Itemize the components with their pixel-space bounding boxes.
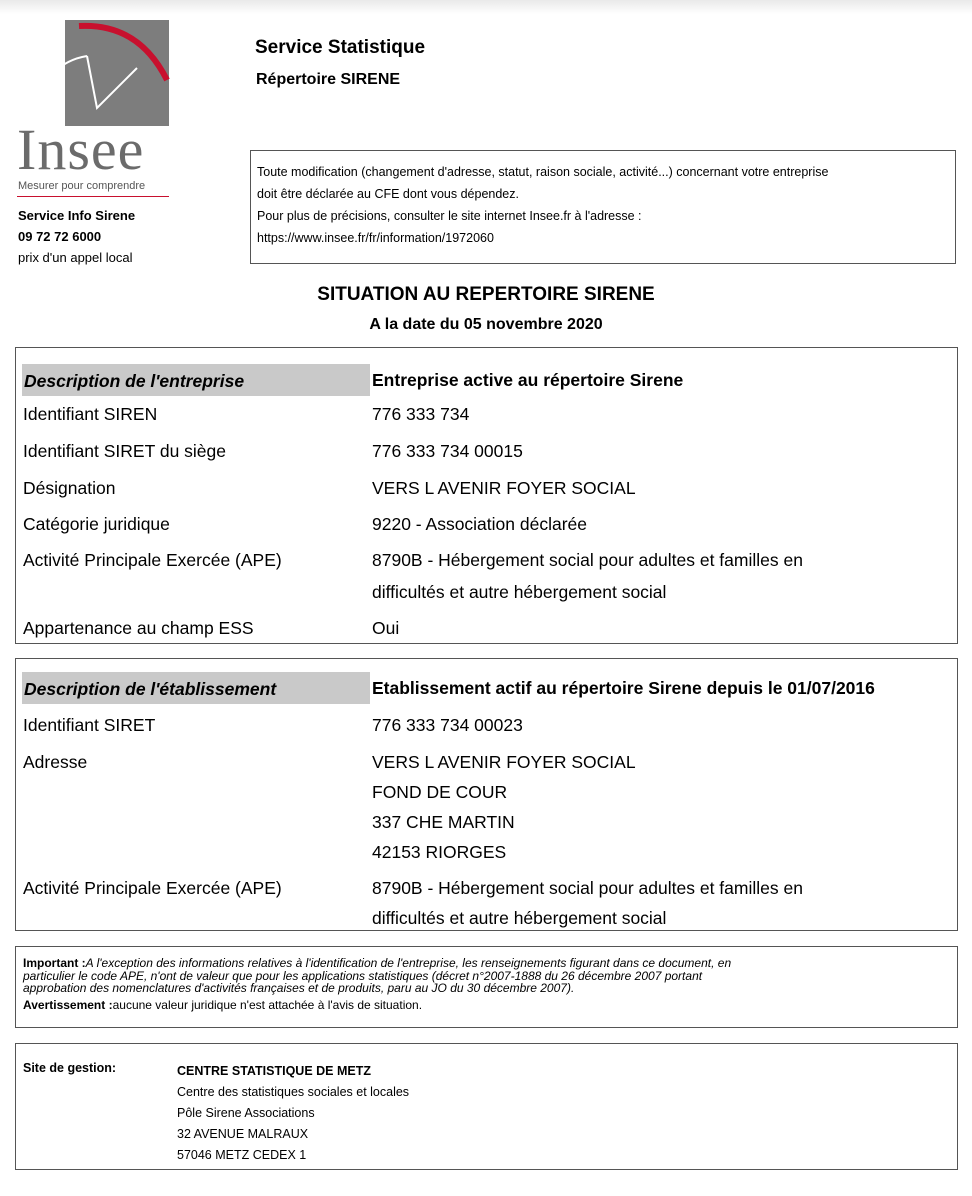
site-line: 32 AVENUE MALRAUX bbox=[177, 1127, 309, 1141]
important-text: A l'exception des informations relatives à l'identification de l'entreprise, les renseignements figurant dans ce document, en bbox=[85, 956, 732, 970]
info-block bbox=[18, 205, 135, 268]
notice-url: https://www.insee.fr/fr/information/1972060 bbox=[257, 231, 494, 245]
important-line bbox=[23, 982, 949, 995]
important-label: Important : bbox=[23, 956, 86, 970]
important-box bbox=[15, 946, 958, 1028]
document-title: SITUATION AU REPERTOIRE SIRENE bbox=[317, 284, 655, 305]
site-line: Pôle Sirene Associations bbox=[177, 1106, 315, 1120]
address-line: 337 CHE MARTIN bbox=[372, 812, 515, 832]
logo-word: Insee bbox=[17, 117, 145, 182]
row-label: Activité Principale Exercée (APE) bbox=[23, 878, 282, 898]
row-label: Identifiant SIRET bbox=[23, 715, 156, 735]
entreprise-section bbox=[15, 347, 958, 644]
warning-text: aucune valeur juridique n'est attachée à l'avis de situation. bbox=[112, 997, 423, 1012]
site-line: Centre des statistiques sociales et locales bbox=[177, 1085, 410, 1099]
service-title: Service Statistique bbox=[255, 37, 426, 58]
service-subtitle: Répertoire SIRENE bbox=[256, 71, 401, 88]
row-value: 776 333 734 bbox=[372, 404, 470, 424]
row-value-continued: difficultés et autre hébergement social bbox=[372, 908, 667, 928]
row-value: 776 333 734 00015 bbox=[372, 441, 523, 461]
site-line: 57046 METZ CEDEX 1 bbox=[177, 1148, 307, 1162]
notice-box bbox=[250, 150, 956, 264]
etablissement-header-label: Description de l'établissement bbox=[22, 672, 370, 704]
insee-logo bbox=[17, 20, 172, 198]
row-value: VERS L AVENIR FOYER SOCIAL bbox=[372, 478, 636, 498]
row-value: Oui bbox=[372, 618, 400, 638]
site-name: CENTRE STATISTIQUE DE METZ bbox=[177, 1064, 371, 1078]
row-label: Catégorie juridique bbox=[23, 514, 170, 534]
etablissement-section bbox=[15, 658, 958, 931]
site-details bbox=[177, 1061, 409, 1166]
row-value: 8790B - Hébergement social pour adultes et familles en bbox=[372, 878, 803, 898]
logo-tagline: Mesurer pour comprendre bbox=[18, 180, 146, 192]
warning-line bbox=[23, 999, 949, 1012]
document-date: A la date du 05 novembre 2020 bbox=[369, 316, 603, 333]
notice-line: Toute modification (changement d'adresse, statut, raison sociale, activité...) concernant votre entreprise bbox=[257, 165, 829, 179]
etablissement-header-value: Etablissement actif au répertoire Sirene depuis le 01/07/2016 bbox=[372, 678, 875, 698]
row-value-continued: difficultés et autre hébergement social bbox=[372, 582, 667, 602]
important-text: particulier le code APE, n'ont de valeur que pour les applications statistiques (décret n°2007-1888 du 26 décembre 2007 portant bbox=[23, 968, 703, 983]
info-note: prix d'un appel local bbox=[18, 250, 133, 265]
address-line: VERS L AVENIR FOYER SOCIAL bbox=[372, 752, 636, 772]
notice-line: doit être déclarée au CFE dont vous dépendez. bbox=[257, 187, 519, 201]
row-label: Activité Principale Exercée (APE) bbox=[23, 550, 282, 570]
entreprise-header-label: Description de l'entreprise bbox=[22, 364, 370, 396]
notice-line: Pour plus de précisions, consulter le site internet Insee.fr à l'adresse : bbox=[257, 209, 642, 223]
address-line: FOND DE COUR bbox=[372, 782, 508, 802]
logo-arc-icon bbox=[17, 20, 172, 130]
row-value: 9220 - Association déclarée bbox=[372, 514, 587, 534]
logo-underline bbox=[17, 196, 169, 197]
row-label: Appartenance au champ ESS bbox=[23, 618, 254, 638]
row-label: Adresse bbox=[23, 752, 88, 772]
top-shade bbox=[0, 0, 972, 14]
row-label: Désignation bbox=[23, 478, 116, 498]
address-line: 42153 RIORGES bbox=[372, 842, 507, 862]
warning-label: Avertissement : bbox=[23, 997, 113, 1012]
row-label: Identifiant SIRET du siège bbox=[23, 441, 226, 461]
info-phone: 09 72 72 6000 bbox=[18, 229, 102, 244]
site-label: Site de gestion: bbox=[23, 1061, 117, 1075]
important-text: approbation des nomenclatures d'activités françaises et de produits, paru au JO du 30 décembre 2007). bbox=[23, 981, 575, 995]
row-value: 8790B - Hébergement social pour adultes et familles en bbox=[372, 550, 803, 570]
entreprise-header-value: Entreprise active au répertoire Sirene bbox=[372, 370, 684, 390]
site-box bbox=[15, 1043, 958, 1170]
row-value: 776 333 734 00023 bbox=[372, 715, 523, 735]
info-title: Service Info Sirene bbox=[18, 208, 136, 223]
row-label: Identifiant SIREN bbox=[23, 404, 158, 424]
